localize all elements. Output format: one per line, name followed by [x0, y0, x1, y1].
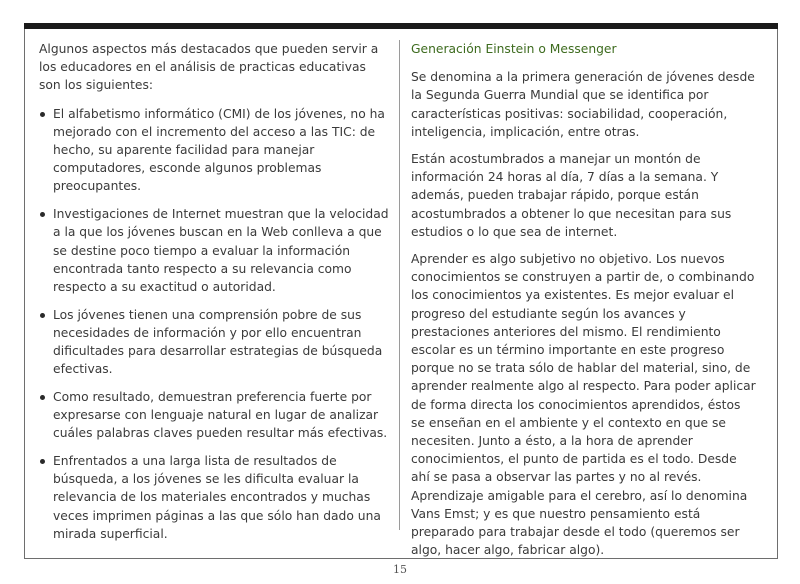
- list-item: [39, 306, 389, 379]
- column-divider: [399, 40, 400, 530]
- right-column: [411, 40, 756, 568]
- page-number: 15: [393, 563, 407, 576]
- list-item-text: El alfabetismo informático (CMI) de los jóvenes, no ha mejorado con el incremento del acceso a las TIC: de hecho, su aparente facilidad para manejar computadores, esconde algunos problemas preocupantes.: [53, 106, 385, 194]
- body-paragraph: Aprender es algo subjetivo no objetivo. Los nuevos conocimientos se construyen a partir de, o combinando los conocimientos ya existentes. Es mejor evaluar el progreso del estudiante según los avances y prestaciones anteriores del mismo. El rendimiento escolar es un término importante en este progreso porque no se trata sólo de hablar del material, sino, de aprender realmente algo al respecto. Para poder aplicar de forma directa los conocimientos aprendidos, éstos se enseñan en el ambiente y el contexto en que se necesiten. Junto a ésto, a la hora de aprender conocimientos, el punto de partida es el todo. Desde ahí se pasa a observar las partes y no al revés. Aprendizaje amigable para el cerebro, así lo denomina Vans Emst; y es que nuestro pensamiento está preparado para trabajar desde el todo (queremos ser algo, hacer algo, fabricar algo).: [411, 252, 756, 558]
- list-item: [39, 105, 389, 196]
- bullet-icon: [40, 112, 45, 117]
- bullet-icon: [40, 395, 45, 400]
- section-heading: Generación Einstein o Messenger: [411, 42, 617, 56]
- bullet-icon: [40, 212, 45, 217]
- list-item: [39, 452, 389, 543]
- list-item-text: Los jóvenes tienen una comprensión pobre de sus necesidades de información y por ello encuentran dificultades para desarrollar estrategias de búsqueda efectivas.: [53, 307, 383, 377]
- intro-paragraph: Algunos aspectos más destacados que pueden servir a los educadores en el análisis de practicas educativas son los siguientes:: [39, 42, 379, 93]
- list-item: [39, 205, 389, 296]
- left-column: [39, 40, 389, 553]
- list-item-text: Investigaciones de Internet muestran que la velocidad a la que los jóvenes buscan en la Web conlleva a que se destine poco tiempo a evaluar la información encontrada tanto respecto a su relevancia como respecto a su exactitud o autoridad.: [53, 207, 389, 294]
- bullet-list: [39, 105, 389, 543]
- body-paragraph: Se denomina a la primera generación de jóvenes desde la Segunda Guerra Mundial que se identifica por características positivas: sociabilidad, cooperación, inteligencia, implicación, entre otras.: [411, 70, 755, 139]
- bullet-icon: [40, 459, 45, 464]
- list-item-text: Enfrentados a una larga lista de resultados de búsqueda, a los jóvenes se les dificulta evaluar la relevancia de los materiales encontrados y muchas veces imprimen páginas a las que sólo han dado una mirada superficial.: [53, 454, 381, 541]
- list-item: [39, 388, 389, 443]
- body-paragraph: Están acostumbrados a manejar un montón de información 24 horas al día, 7 días a la semana. Y además, pueden trabajar rápido, porque están acostumbrados a obtener lo que necesitan para sus estudios o lo que sea de internet.: [411, 152, 732, 239]
- bullet-icon: [40, 313, 45, 318]
- list-item-text: Como resultado, demuestran preferencia fuerte por expresarse con lenguaje natural en lugar de analizar cuáles palabras claves pueden resultar más efectivas.: [53, 389, 388, 441]
